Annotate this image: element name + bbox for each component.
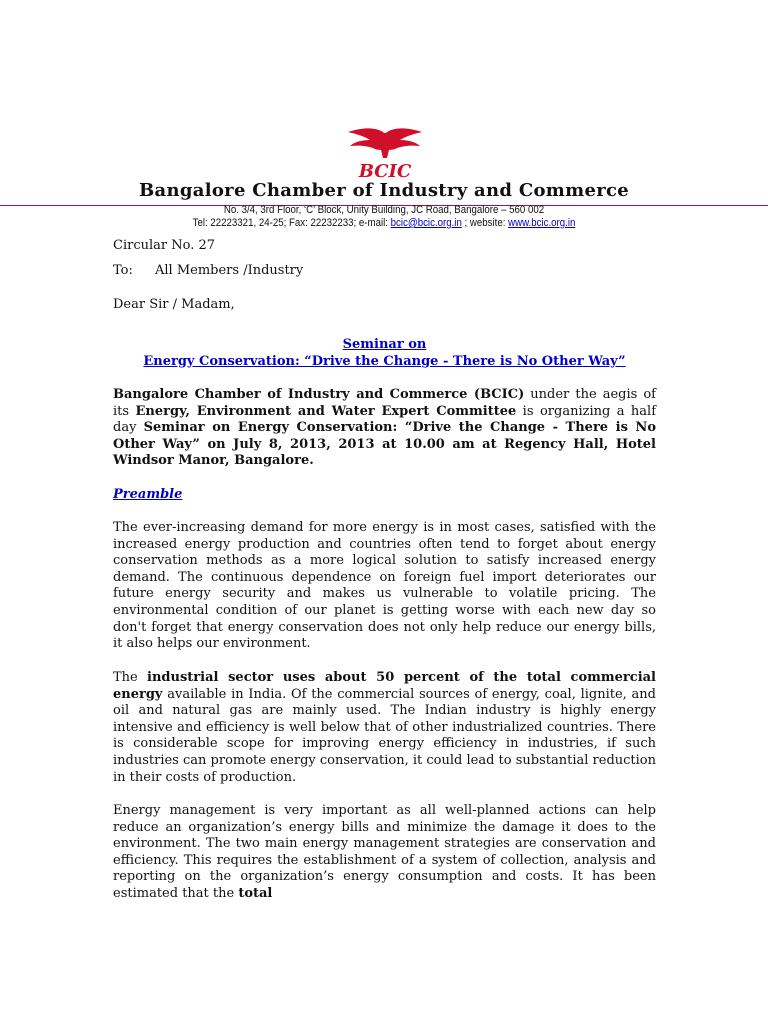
intro-text-2: is organizing a half day [113,403,657,436]
contact-prefix: Tel: 22223321, 24-25; Fax: 22232233; e-mail: [192,217,391,229]
paragraph-3 [113,803,656,903]
intro-org: Bangalore Chamber of Industry and Commerce (BCIC) [113,387,525,402]
intro-paragraph [113,387,656,470]
website-prefix: ; website: [461,217,509,229]
p3-text-a: Energy management is very important as all well-planned actions can help reduce an organization’s energy bills and minimize the damage it does to the environment. The two main energy management strategies are conservation and efficiency. This requires the establishment of a system of collection, analysis and reporting on the organization’s energy consumption and costs. It has been estimated that the [113,803,656,901]
org-contact [46,217,722,229]
intro-seminar-details: Seminar on Energy Conservation: “Drive the Change - There is No Other Way” on July 8, 2013, 2013 at 10.00 am at Regency Hall, Hotel Windsor Manor, Bangalore. [113,420,656,469]
p2-text-c: available in India. Of the commercial sources of energy, coal, lignite, and oil and natural gas are mainly used. The Indian industry is highly energy intensive and efficiency is well below that of other industrialized countries. There is considerable scope for improving energy efficiency in industries, if such industries can promote energy conservation, it could lead to substantial reduction in their costs of production. [113,686,656,785]
org-address: No. 3/4, 3rd Floor, ‘C’ Block, Unity Building, JC Road, Bangalore – 560 002 [223,204,545,216]
paragraph-2 [113,670,656,786]
p2-text-a: The [113,670,148,685]
salutation: Dear Sir / Madam, [113,297,235,312]
intro-text-1: under the aegis of its [113,387,656,419]
website-link[interactable]: www.bcic.org.in [508,217,576,229]
email-link[interactable]: bcic@bcic.org.in [390,217,462,229]
circular-number: Circular No. 27 [113,238,216,253]
p3-highlight: total [238,885,273,901]
preamble-heading: Preamble [113,487,183,502]
p2-highlight: industrial sector uses about 50 percent of the total commercial energy [113,670,656,702]
seminar-title-line1: Seminar on [342,337,427,352]
recipient-line [113,263,303,280]
to-label: To: [113,263,133,278]
paragraph-1: The ever-increasing demand for more energy is in most cases, satisfied with the increased energy production and countries often tend to forget about energy conservation methods as a more logical solution to satisfy increased energy demand. The continuous dependence on foreign fuel import deteriorates our future energy security and makes us vulnerable to volatile pricing. The environmental condition of our planet is getting worse with each new day so don't forget that energy conservation does not only help reduce our energy bills, it also helps our environment. [113,520,656,652]
intro-committee: Energy, Environment and Water Expert Committee [135,403,517,419]
svg-text:BCIC: BCIC [358,161,412,180]
bcic-logo [344,128,426,180]
seminar-title-line2: Energy Conservation: “Drive the Change - There is No Other Way” [143,354,626,369]
org-name: Bangalore Chamber of Industry and Commerce [139,180,629,201]
to-value: All Members /Industry [155,263,304,278]
